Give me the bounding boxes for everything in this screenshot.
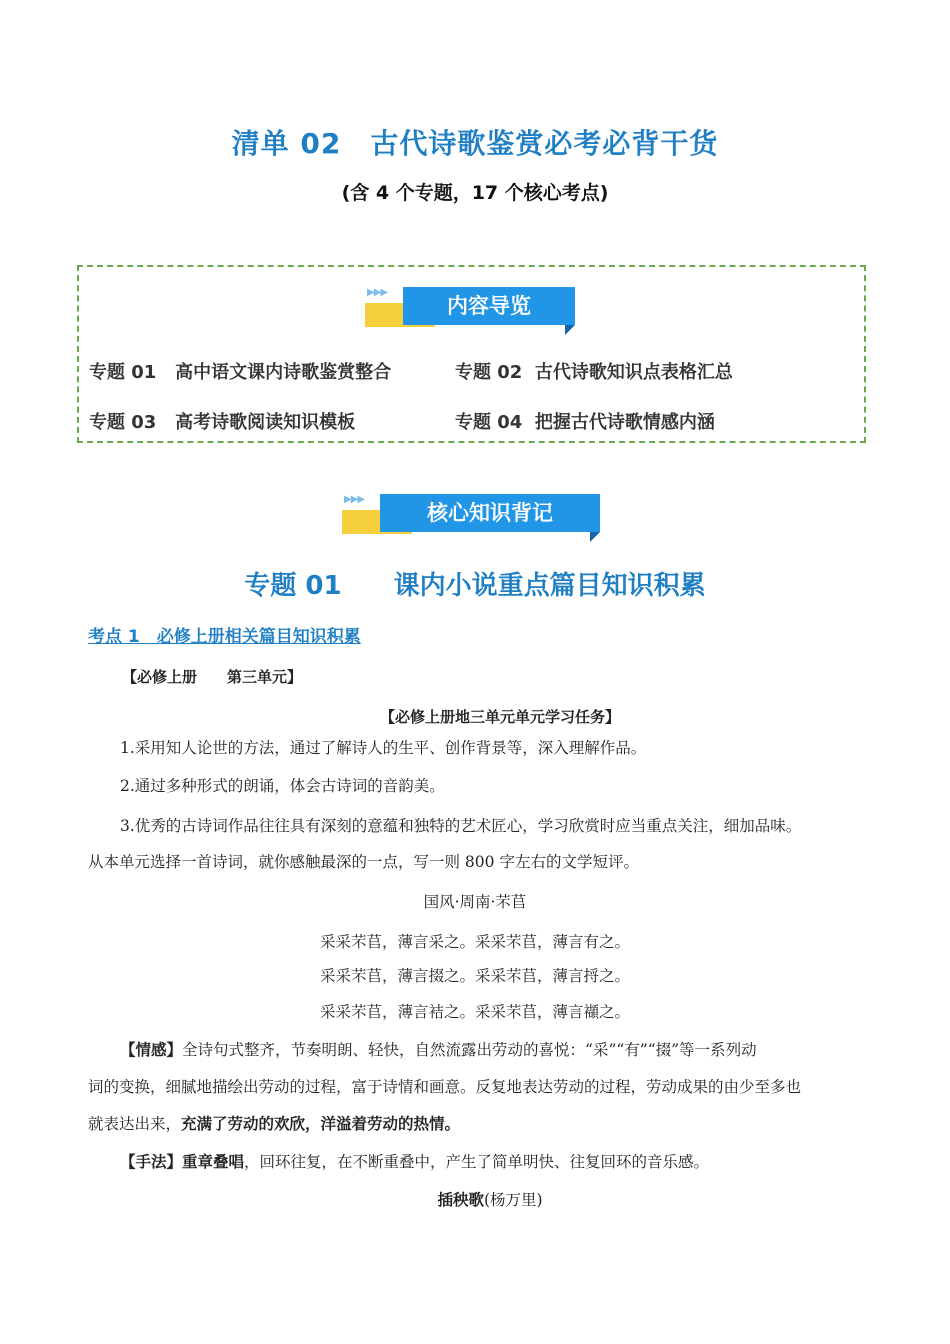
arrow-icons: ▶▶▶ xyxy=(367,287,388,298)
task-3-cont: 从本单元选择一首诗词，就你感触最深的一点，写一则 800 字左右的文学短评。 xyxy=(88,853,639,871)
nav-item-02[interactable] xyxy=(455,358,733,384)
overview-banner-label: 内容导览 xyxy=(403,287,575,325)
nav-item-03[interactable] xyxy=(89,408,355,434)
method-paragraph xyxy=(88,1144,868,1181)
method-text: ，回环往复，在不断重叠中，产生了简单明快、往复回环的音乐感。 xyxy=(244,1153,710,1171)
arrow-icons: ▶▶▶ xyxy=(344,494,365,505)
unit-label: 【必修上册 第三单元】 xyxy=(122,668,303,686)
core-banner xyxy=(342,484,556,554)
task-title: 【必修上册地三单元单元学习任务】 xyxy=(379,708,620,726)
task-1: 1.采用知人论世的方法，通过了解诗人的生平、创作背景等，深入理解作品。 xyxy=(120,739,647,757)
method-label: 【手法】 xyxy=(120,1153,183,1171)
poem-line-1: 采采芣苢，薄言采之。采采芣苢，薄言有之。 xyxy=(319,933,630,951)
next-poem-name: 插秧歌 xyxy=(437,1191,484,1209)
nav-item-text: 把握古代诗歌情感内涵 xyxy=(534,412,715,433)
emotion-label: 【情感】 xyxy=(120,1041,183,1059)
emotion-text-3a: 就表达出来， xyxy=(88,1115,182,1133)
topic-title: 专题 01 课内小说重点篇目知识积累 xyxy=(244,571,706,601)
emotion-text-1: 全诗句式整齐，节奏明朗、轻快，自然流露出劳动的喜悦：“采”“有”“掇”等一系列动 xyxy=(182,1041,757,1059)
core-banner-label: 核心知识背记 xyxy=(380,494,600,532)
nav-item-num: 专题 04 xyxy=(455,412,523,433)
nav-item-num: 专题 01 xyxy=(89,362,157,383)
nav-item-text: 高考诗歌阅读知识模板 xyxy=(175,412,356,433)
next-poem-author: (杨万里) xyxy=(483,1191,543,1209)
page-title: 清单 02 古代诗歌鉴赏必考必背干货 xyxy=(231,127,719,160)
emotion-text-2: 词的变换，细腻地描绘出劳动的过程，富于诗情和画意。反复地表达劳动的过程，劳动成果的由少至多也 xyxy=(88,1078,802,1096)
nav-item-04[interactable] xyxy=(455,408,715,434)
next-poem-title xyxy=(15,1188,950,1210)
nav-item-num: 专题 02 xyxy=(455,362,523,383)
emotion-paragraph xyxy=(88,1032,868,1069)
emotion-text-3b: 充满了劳动的欢欣，洋溢着劳动的热情。 xyxy=(181,1115,461,1133)
nav-item-text: 高中语文课内诗歌鉴赏整合 xyxy=(175,362,392,383)
nav-item-num: 专题 03 xyxy=(89,412,157,433)
method-bold: 重章叠唱 xyxy=(182,1153,245,1171)
poem-line-2: 采采芣苢，薄言掇之。采采芣苢，薄言捋之。 xyxy=(319,967,630,985)
overview-banner xyxy=(365,277,579,347)
nav-item-text: 古代诗歌知识点表格汇总 xyxy=(534,362,733,383)
emotion-paragraph-end xyxy=(88,1106,868,1143)
poem-title: 国风·周南·芣苢 xyxy=(423,893,527,911)
task-2: 2.通过多种形式的朗诵，体会古诗词的音韵美。 xyxy=(120,777,445,795)
poem-line-3: 采采芣苢，薄言袺之。采采芣苢，薄言襭之。 xyxy=(319,1003,630,1021)
nav-item-01[interactable] xyxy=(89,358,391,384)
task-3: 3.优秀的古诗词作品往往具有深刻的意蕴和独特的艺术匠心，学习欣赏时应当重点关注，细加品味。 xyxy=(120,817,802,835)
page-subtitle: (含 4 个专题，17 个核心考点) xyxy=(341,182,609,204)
content-overview-box xyxy=(77,265,866,443)
kaodian-heading: 考点 1 必修上册相关篇目知识积累 xyxy=(88,627,361,647)
